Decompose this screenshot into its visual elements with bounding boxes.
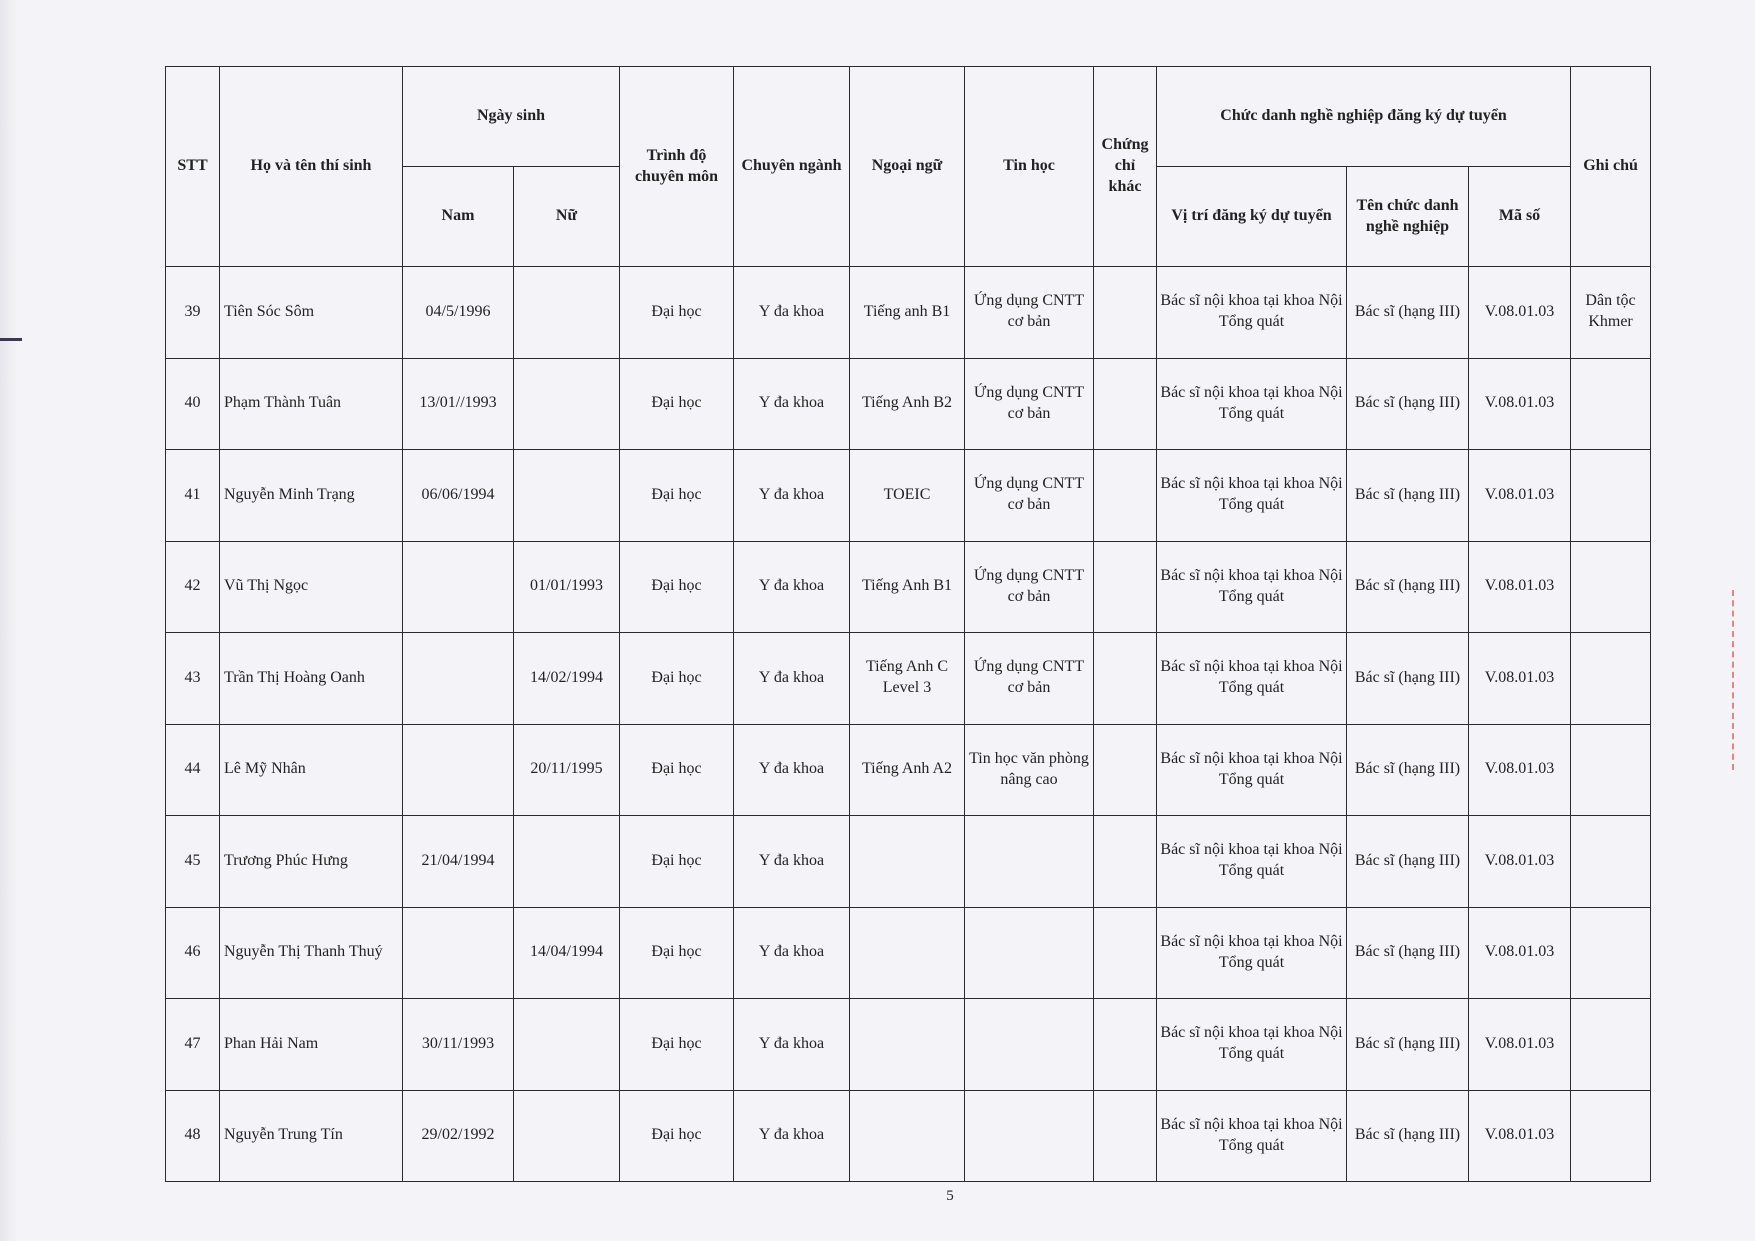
cell-name: Phan Hải Nam (220, 999, 403, 1091)
table-row (166, 999, 1651, 1091)
cell-other (1094, 633, 1157, 725)
table-row (166, 907, 1651, 999)
cell-name: Nguyễn Minh Trạng (220, 450, 403, 542)
cell-stt: 45 (166, 816, 220, 908)
header-it: Tin học (965, 67, 1094, 267)
cell-male (403, 724, 514, 816)
cell-major: Y đa khoa (734, 724, 850, 816)
cell-level: Đại học (620, 633, 734, 725)
cell-code: V.08.01.03 (1469, 541, 1571, 633)
table-row (166, 541, 1651, 633)
header-name: Họ và tên thí sinh (220, 67, 403, 267)
cell-female: 14/04/1994 (514, 907, 620, 999)
header-position-group: Chức danh nghề nghiệp đăng ký dự tuyển (1157, 67, 1571, 167)
cell-language: Tiếng Anh B1 (850, 541, 965, 633)
cell-it (965, 999, 1094, 1091)
cell-it (965, 1090, 1094, 1182)
cell-level: Đại học (620, 450, 734, 542)
table-row (166, 358, 1651, 450)
cell-name: Phạm Thành Tuân (220, 358, 403, 450)
cell-position: Bác sĩ nội khoa tại khoa Nội Tổng quát (1157, 541, 1347, 633)
cell-it (965, 907, 1094, 999)
cell-name: Vũ Thị Ngọc (220, 541, 403, 633)
header-level: Trình độ chuyên môn (620, 67, 734, 267)
stamp-fragment (1732, 590, 1755, 770)
candidate-table (165, 66, 1651, 1182)
cell-title: Bác sĩ (hạng III) (1347, 816, 1469, 908)
table-row (166, 267, 1651, 359)
cell-major: Y đa khoa (734, 633, 850, 725)
cell-male: 04/5/1996 (403, 267, 514, 359)
cell-other (1094, 450, 1157, 542)
scan-mark (0, 338, 22, 341)
cell-major: Y đa khoa (734, 907, 850, 999)
cell-note (1571, 450, 1651, 542)
cell-stt: 43 (166, 633, 220, 725)
cell-it: Ứng dụng CNTT cơ bản (965, 633, 1094, 725)
cell-language: Tiếng Anh B2 (850, 358, 965, 450)
cell-it: Ứng dụng CNTT cơ bản (965, 450, 1094, 542)
cell-level: Đại học (620, 999, 734, 1091)
table-row (166, 450, 1651, 542)
cell-other (1094, 1090, 1157, 1182)
header-dob: Ngày sinh (403, 67, 620, 167)
cell-position: Bác sĩ nội khoa tại khoa Nội Tổng quát (1157, 358, 1347, 450)
cell-level: Đại học (620, 907, 734, 999)
cell-stt: 47 (166, 999, 220, 1091)
cell-position: Bác sĩ nội khoa tại khoa Nội Tổng quát (1157, 267, 1347, 359)
cell-level: Đại học (620, 724, 734, 816)
cell-female (514, 450, 620, 542)
table-row (166, 633, 1651, 725)
cell-position: Bác sĩ nội khoa tại khoa Nội Tổng quát (1157, 633, 1347, 725)
header-female: Nữ (514, 167, 620, 267)
header-other-cert: Chứng chỉ khác (1094, 67, 1157, 267)
cell-major: Y đa khoa (734, 541, 850, 633)
header-title: Tên chức danh nghề nghiệp (1347, 167, 1469, 267)
cell-other (1094, 907, 1157, 999)
cell-note: Dân tộc Khmer (1571, 267, 1651, 359)
cell-stt: 42 (166, 541, 220, 633)
cell-other (1094, 816, 1157, 908)
page-number: 5 (946, 1188, 954, 1204)
cell-position: Bác sĩ nội khoa tại khoa Nội Tổng quát (1157, 1090, 1347, 1182)
cell-name: Tiên Sóc Sôm (220, 267, 403, 359)
cell-female (514, 1090, 620, 1182)
cell-name: Nguyễn Thị Thanh Thuý (220, 907, 403, 999)
cell-level: Đại học (620, 816, 734, 908)
cell-title: Bác sĩ (hạng III) (1347, 1090, 1469, 1182)
cell-other (1094, 267, 1157, 359)
cell-name: Nguyễn Trung Tín (220, 1090, 403, 1182)
cell-major: Y đa khoa (734, 816, 850, 908)
cell-position: Bác sĩ nội khoa tại khoa Nội Tổng quát (1157, 999, 1347, 1091)
cell-code: V.08.01.03 (1469, 1090, 1571, 1182)
cell-title: Bác sĩ (hạng III) (1347, 633, 1469, 725)
cell-male (403, 907, 514, 999)
cell-level: Đại học (620, 358, 734, 450)
cell-major: Y đa khoa (734, 999, 850, 1091)
cell-code: V.08.01.03 (1469, 724, 1571, 816)
cell-code: V.08.01.03 (1469, 999, 1571, 1091)
cell-code: V.08.01.03 (1469, 358, 1571, 450)
cell-language (850, 999, 965, 1091)
cell-male: 29/02/1992 (403, 1090, 514, 1182)
cell-language: Tiếng Anh C Level 3 (850, 633, 965, 725)
cell-language (850, 1090, 965, 1182)
cell-position: Bác sĩ nội khoa tại khoa Nội Tổng quát (1157, 724, 1347, 816)
cell-male: 30/11/1993 (403, 999, 514, 1091)
table-body (166, 267, 1651, 1182)
table-row (166, 1090, 1651, 1182)
cell-note (1571, 358, 1651, 450)
cell-language: Tiếng Anh A2 (850, 724, 965, 816)
cell-male: 06/06/1994 (403, 450, 514, 542)
cell-position: Bác sĩ nội khoa tại khoa Nội Tổng quát (1157, 816, 1347, 908)
header-male: Nam (403, 167, 514, 267)
cell-name: Lê Mỹ Nhân (220, 724, 403, 816)
cell-male: 13/01//1993 (403, 358, 514, 450)
header-note: Ghi chú (1571, 67, 1651, 267)
cell-female (514, 267, 620, 359)
header-major: Chuyên ngành (734, 67, 850, 267)
cell-note (1571, 1090, 1651, 1182)
cell-female (514, 999, 620, 1091)
cell-major: Y đa khoa (734, 358, 850, 450)
cell-it: Tin học văn phòng nâng cao (965, 724, 1094, 816)
cell-major: Y đa khoa (734, 1090, 850, 1182)
cell-level: Đại học (620, 267, 734, 359)
header-code: Mã số (1469, 167, 1571, 267)
cell-code: V.08.01.03 (1469, 450, 1571, 542)
cell-stt: 44 (166, 724, 220, 816)
cell-code: V.08.01.03 (1469, 907, 1571, 999)
cell-stt: 46 (166, 907, 220, 999)
cell-male (403, 541, 514, 633)
cell-other (1094, 724, 1157, 816)
cell-code: V.08.01.03 (1469, 816, 1571, 908)
cell-name: Trần Thị Hoàng Oanh (220, 633, 403, 725)
cell-language: Tiếng anh B1 (850, 267, 965, 359)
cell-stt: 40 (166, 358, 220, 450)
cell-name: Trương Phúc Hưng (220, 816, 403, 908)
cell-female: 20/11/1995 (514, 724, 620, 816)
cell-major: Y đa khoa (734, 267, 850, 359)
cell-other (1094, 358, 1157, 450)
scan-edge-shadow (0, 0, 18, 1241)
cell-other (1094, 541, 1157, 633)
table-header (166, 67, 1651, 267)
cell-it: Ứng dụng CNTT cơ bản (965, 358, 1094, 450)
cell-title: Bác sĩ (hạng III) (1347, 267, 1469, 359)
cell-title: Bác sĩ (hạng III) (1347, 358, 1469, 450)
cell-male: 21/04/1994 (403, 816, 514, 908)
header-stt: STT (166, 67, 220, 267)
cell-female (514, 816, 620, 908)
cell-level: Đại học (620, 1090, 734, 1182)
cell-it (965, 816, 1094, 908)
cell-note (1571, 907, 1651, 999)
cell-note (1571, 816, 1651, 908)
cell-title: Bác sĩ (hạng III) (1347, 450, 1469, 542)
cell-female (514, 358, 620, 450)
cell-title: Bác sĩ (hạng III) (1347, 999, 1469, 1091)
cell-title: Bác sĩ (hạng III) (1347, 907, 1469, 999)
cell-note (1571, 633, 1651, 725)
cell-title: Bác sĩ (hạng III) (1347, 541, 1469, 633)
cell-stt: 41 (166, 450, 220, 542)
cell-position: Bác sĩ nội khoa tại khoa Nội Tổng quát (1157, 450, 1347, 542)
cell-it: Ứng dụng CNTT cơ bản (965, 541, 1094, 633)
cell-male (403, 633, 514, 725)
header-language: Ngoại ngữ (850, 67, 965, 267)
cell-language (850, 907, 965, 999)
cell-female: 01/01/1993 (514, 541, 620, 633)
cell-it: Ứng dụng CNTT cơ bản (965, 267, 1094, 359)
cell-language (850, 816, 965, 908)
cell-stt: 39 (166, 267, 220, 359)
cell-note (1571, 541, 1651, 633)
cell-note (1571, 724, 1651, 816)
cell-code: V.08.01.03 (1469, 633, 1571, 725)
header-position: Vị trí đăng ký dự tuyển (1157, 167, 1347, 267)
table-row (166, 724, 1651, 816)
table-row (166, 816, 1651, 908)
cell-note (1571, 999, 1651, 1091)
cell-major: Y đa khoa (734, 450, 850, 542)
cell-level: Đại học (620, 541, 734, 633)
cell-female: 14/02/1994 (514, 633, 620, 725)
cell-other (1094, 999, 1157, 1091)
cell-position: Bác sĩ nội khoa tại khoa Nội Tổng quát (1157, 907, 1347, 999)
cell-code: V.08.01.03 (1469, 267, 1571, 359)
cell-language: TOEIC (850, 450, 965, 542)
cell-title: Bác sĩ (hạng III) (1347, 724, 1469, 816)
cell-stt: 48 (166, 1090, 220, 1182)
